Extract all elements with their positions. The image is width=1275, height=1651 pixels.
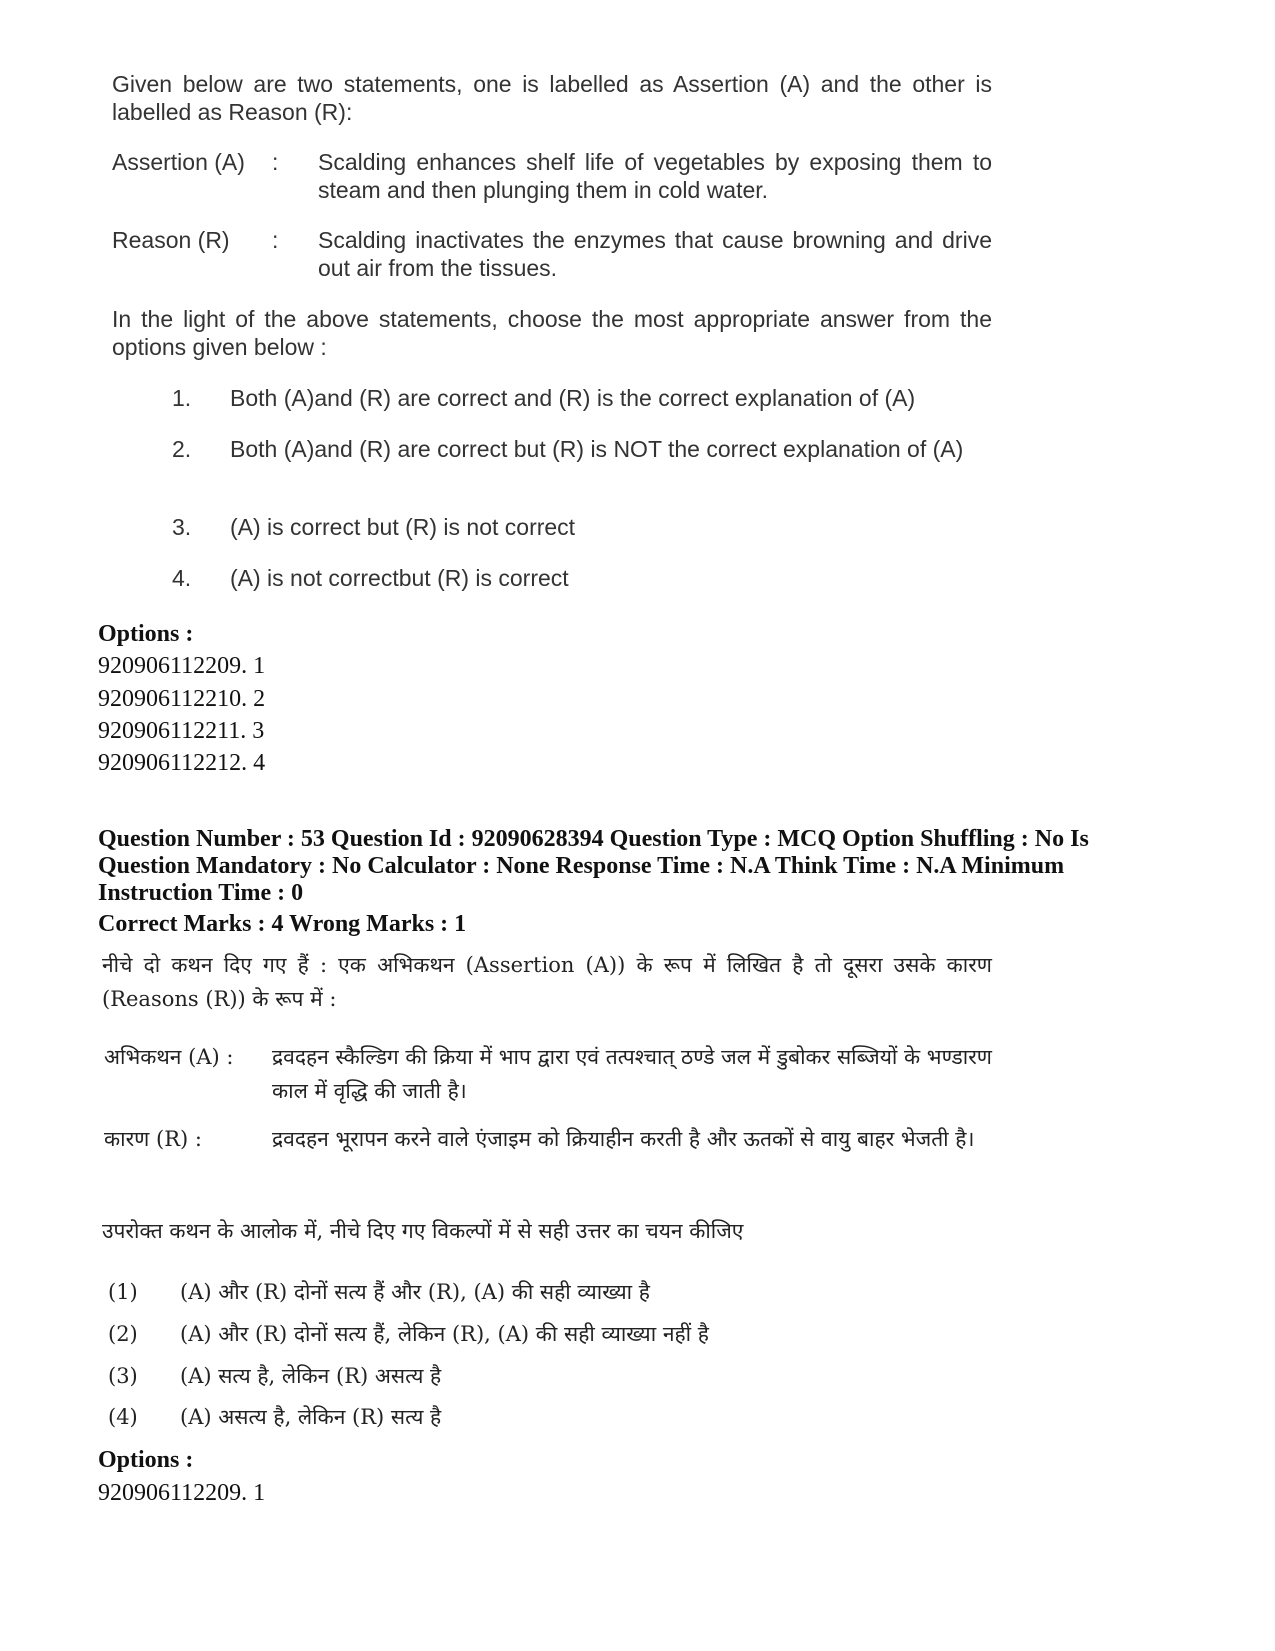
option-id: 920906112209. 1 (98, 653, 266, 679)
q52-intro: Given below are two statements, one is labelled as Assertion (A) and the other is labelled as Reason (R): (112, 71, 992, 125)
choice-number: 2. (172, 436, 192, 462)
option-id: 920906112212. 4 (98, 750, 266, 776)
options-heading: Options : (98, 621, 194, 647)
choice-number: 1. (172, 385, 192, 411)
option-id: 920906112209. 1 (98, 1480, 266, 1506)
hindi-choice-text: (A) सत्य है, लेकिन (R) असत्य है (180, 1364, 442, 1388)
choice-text: (A) is correct but (R) is not correct (230, 514, 576, 540)
reason-colon: : (272, 227, 279, 253)
hindi-choice-text: (A) और (R) दोनों सत्य हैं और (R), (A) की सही व्याख्या है (180, 1280, 650, 1304)
hindi-choice-text: (A) असत्य है, लेकिन (R) सत्य है (180, 1405, 442, 1429)
reason-label: Reason (R) (112, 227, 230, 253)
question-marks: Correct Marks : 4 Wrong Marks : 1 (98, 911, 467, 937)
hindi-choice-number: (4) (108, 1405, 138, 1429)
hindi-choice-number: (3) (108, 1364, 138, 1388)
choice-text: Both (A)and (R) are correct but (R) is NOT the correct explanation of (A) (230, 436, 964, 462)
hindi-assertion-label: अभिकथन (A) : (104, 1045, 234, 1069)
assertion-colon: : (272, 149, 279, 175)
hindi-instruction: उपरोक्त कथन के आलोक में, नीचे दिए गए विकल्पों में से सही उत्तर का चयन कीजिए (102, 1219, 744, 1243)
hindi-choice-number: (2) (108, 1322, 138, 1346)
option-id: 920906112210. 2 (98, 686, 266, 712)
choice-number: 4. (172, 565, 192, 591)
hindi-reason-label: कारण (R) : (104, 1127, 202, 1151)
q52-instruction: In the light of the above statements, choose the most appropriate answer from the options given below : (112, 306, 992, 360)
assertion-label: Assertion (A) (112, 149, 245, 175)
choice-number: 3. (172, 514, 192, 540)
reason-text: Scalding inactivates the enzymes that cause browning and drive out air from the tissues. (318, 227, 992, 281)
assertion-text: Scalding enhances shelf life of vegetables by exposing them to steam and then plunging them in cold water. (318, 149, 992, 203)
hindi-choice-text: (A) और (R) दोनों सत्य हैं, लेकिन (R), (A) की सही व्याख्या नहीं है (180, 1322, 709, 1346)
options-heading: Options : (98, 1447, 194, 1473)
choice-text: (A) is not correctbut (R) is correct (230, 565, 569, 591)
option-id: 920906112211. 3 (98, 718, 265, 744)
hindi-choice-number: (1) (108, 1280, 138, 1304)
choice-text: Both (A)and (R) are correct and (R) is the correct explanation of (A) (230, 385, 916, 411)
hindi-reason-text: द्रवदहन भूरापन करने वाले एंजाइम को क्रियाहीन करती है और ऊतकों से वायु बाहर भेजती है। (272, 1127, 975, 1151)
hindi-assertion-text: द्रवदहन स्कैल्डिग की क्रिया में भाप द्वारा एवं तत्पश्चात् ठण्डे जल में डुबोकर सब्जियों के भण्डारण काल में वृद्धि की जाती है। (272, 1045, 992, 1103)
hindi-intro: नीचे दो कथन दिए गए हैं : एक अभिकथन (Assertion (A)) के रूप में लिखित है तो दूसरा उसके कारण (Reasons (R)) के रूप में : (102, 953, 992, 1011)
question-meta: Question Number : 53 Question Id : 92090628394 Question Type : MCQ Option Shuffling : No Is Question Mandatory : No Calculator : None Response Time : N.A Think Time : N.A Minimum Instruction Time : 0 (98, 826, 1089, 906)
